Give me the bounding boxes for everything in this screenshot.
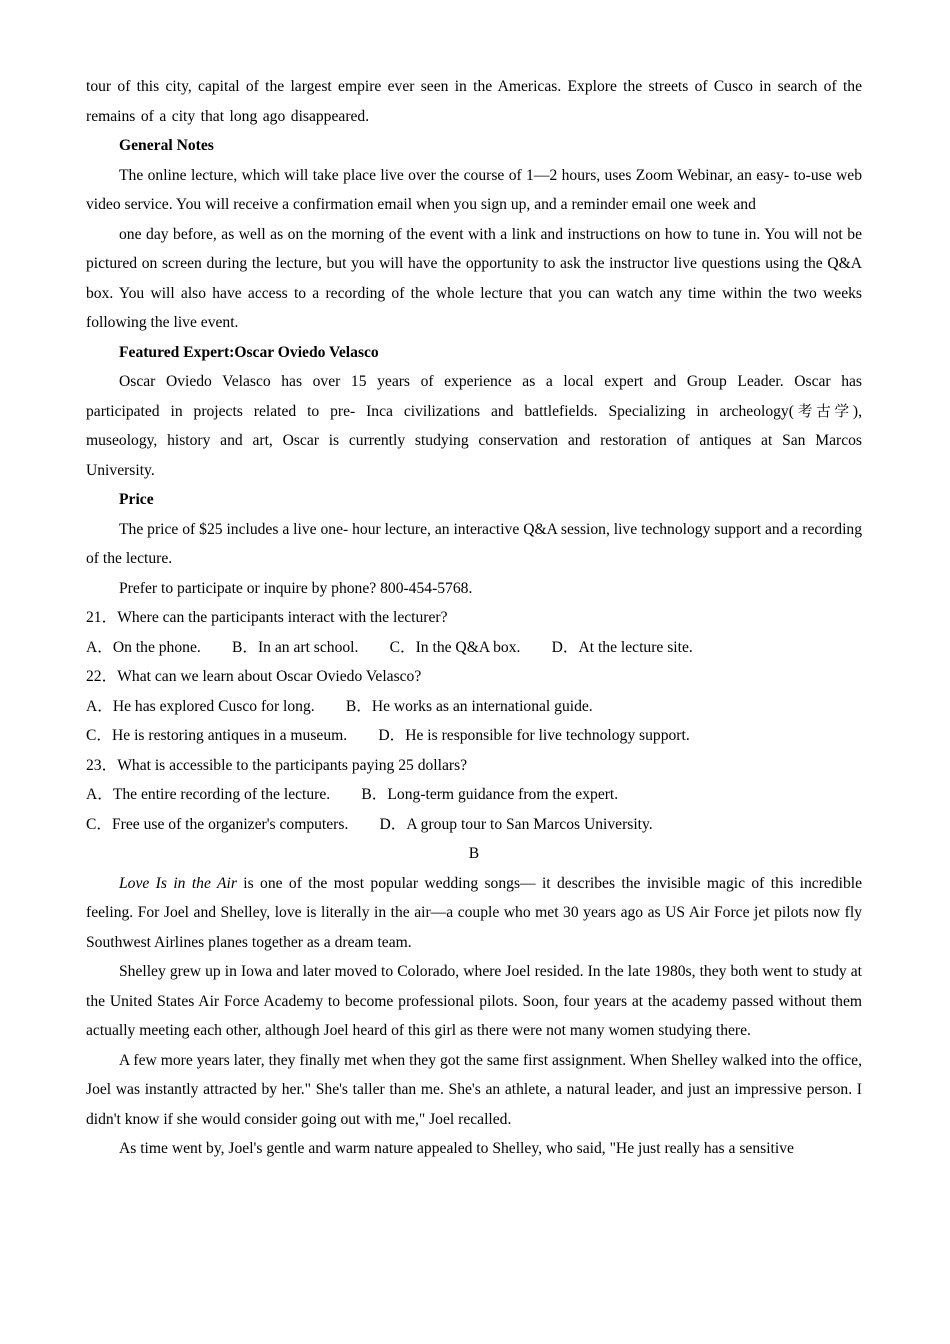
paragraph-general-notes-1: The online lecture, which will take place live over the course of 1—2 hours, uses Zoom Webinar, an easy- to-use web video service. You will receive a confirmation email when you sign up, and a reminder email one week and [86, 166, 862, 213]
section-marker-b: B [468, 845, 480, 862]
expert-bio-text-part1: Oscar Oviedo Velasco has over 15 years of experience as a local expert and Group Leader. Oscar has participated in projects related to pre- Inca civilizations and battlefields. Specializing in archeology( [86, 373, 862, 420]
paragraph-intro-continuation: tour of this city, capital of the largest empire ever seen in the Americas. Explore the streets of Cusco in search of the remains of a city that long ago disappeared. [86, 78, 862, 125]
paragraph-phone: Prefer to participate or inquire by phone? 800-454-5768. [119, 579, 473, 597]
cjk-archaeology-char-2: 古学 [816, 402, 853, 420]
document-body [86, 72, 862, 1164]
question-22-options-line-2: C．He is restoring antiques in a museum. D．He is responsible for live technology support. [86, 727, 690, 744]
paragraph-general-notes-2: one day before, as well as on the morning of the event with a link and instructions on how to tune in. You will not be pictured on screen during the lecture, but you will have the opportunity to ask the instructor live questions using the Q&A box. You will also have access to a recording of the whole lecture that you can watch any time within the two weeks following the live event. [86, 225, 862, 331]
heading-general-notes: General Notes [119, 137, 214, 154]
expert-bio-text-part2: ), museology, history and art, Oscar is currently studying conservation and restoration of antiques at San Marcos University. [86, 402, 862, 479]
paragraph-expert-bio [86, 367, 862, 485]
song-title-italic: Love Is in the Air [119, 874, 237, 892]
heading-price: Price [119, 491, 154, 508]
question-23-stem: 23．What is accessible to the participants paying 25 dollars? [86, 756, 468, 774]
paragraph-b-3: A few more years later, they finally met when they got the same first assignment. When Shelley walked into the office, Joel was instantly attracted by her." She's taller than me. She's an athlete, a natural leader, and just an impressive person. I didn't know if she would consider going out with me," Joel recalled. [86, 1051, 862, 1128]
question-22-options-line-1: A．He has explored Cusco for long. B．He works as an international guide. [86, 697, 593, 715]
question-22-stem: 22．What can we learn about Oscar Oviedo Velasco? [86, 668, 422, 685]
paragraph-b-1-rest: is one of the most popular wedding songs— it describes the invisible magic of this incredible feeling. For Joel and Shelley, love is literally in the air—a couple who met 30 years ago as US Air Force jet pilots now fly Southwest Airlines planes together as a dream team. [86, 874, 862, 951]
paragraph-price: The price of $25 includes a live one- hour lecture, an interactive Q&A session, live technology support and a recording of the lecture. [86, 520, 862, 567]
question-21-options-line-1: A．On the phone. B．In an art school. C．In the Q&A box. D．At the lecture site. [86, 638, 693, 656]
cjk-archaeology-char-1: 考 [793, 402, 817, 420]
question-23-options-line-1: A．The entire recording of the lecture. B．Long-term guidance from the expert. [86, 786, 619, 803]
paragraph-b-4: As time went by, Joel's gentle and warm nature appealed to Shelley, who said, "He just really has a sensitive [119, 1140, 794, 1157]
question-21-stem: 21．Where can the participants interact with the lecturer? [86, 609, 448, 626]
heading-featured-expert: Featured Expert:Oscar Oviedo Velasco [119, 343, 379, 361]
paragraph-b-1 [86, 869, 862, 958]
paragraph-b-2: Shelley grew up in Iowa and later moved to Colorado, where Joel resided. In the late 1980s, they both went to study at the United States Air Force Academy to become professional pilots. Soon, four years at the academy passed without them actually meeting each other, although Joel heard of this girl as there were not many women studying there. [86, 963, 862, 1039]
question-23-options-line-2: C．Free use of the organizer's computers. D．A group tour to San Marcos University. [86, 815, 653, 833]
